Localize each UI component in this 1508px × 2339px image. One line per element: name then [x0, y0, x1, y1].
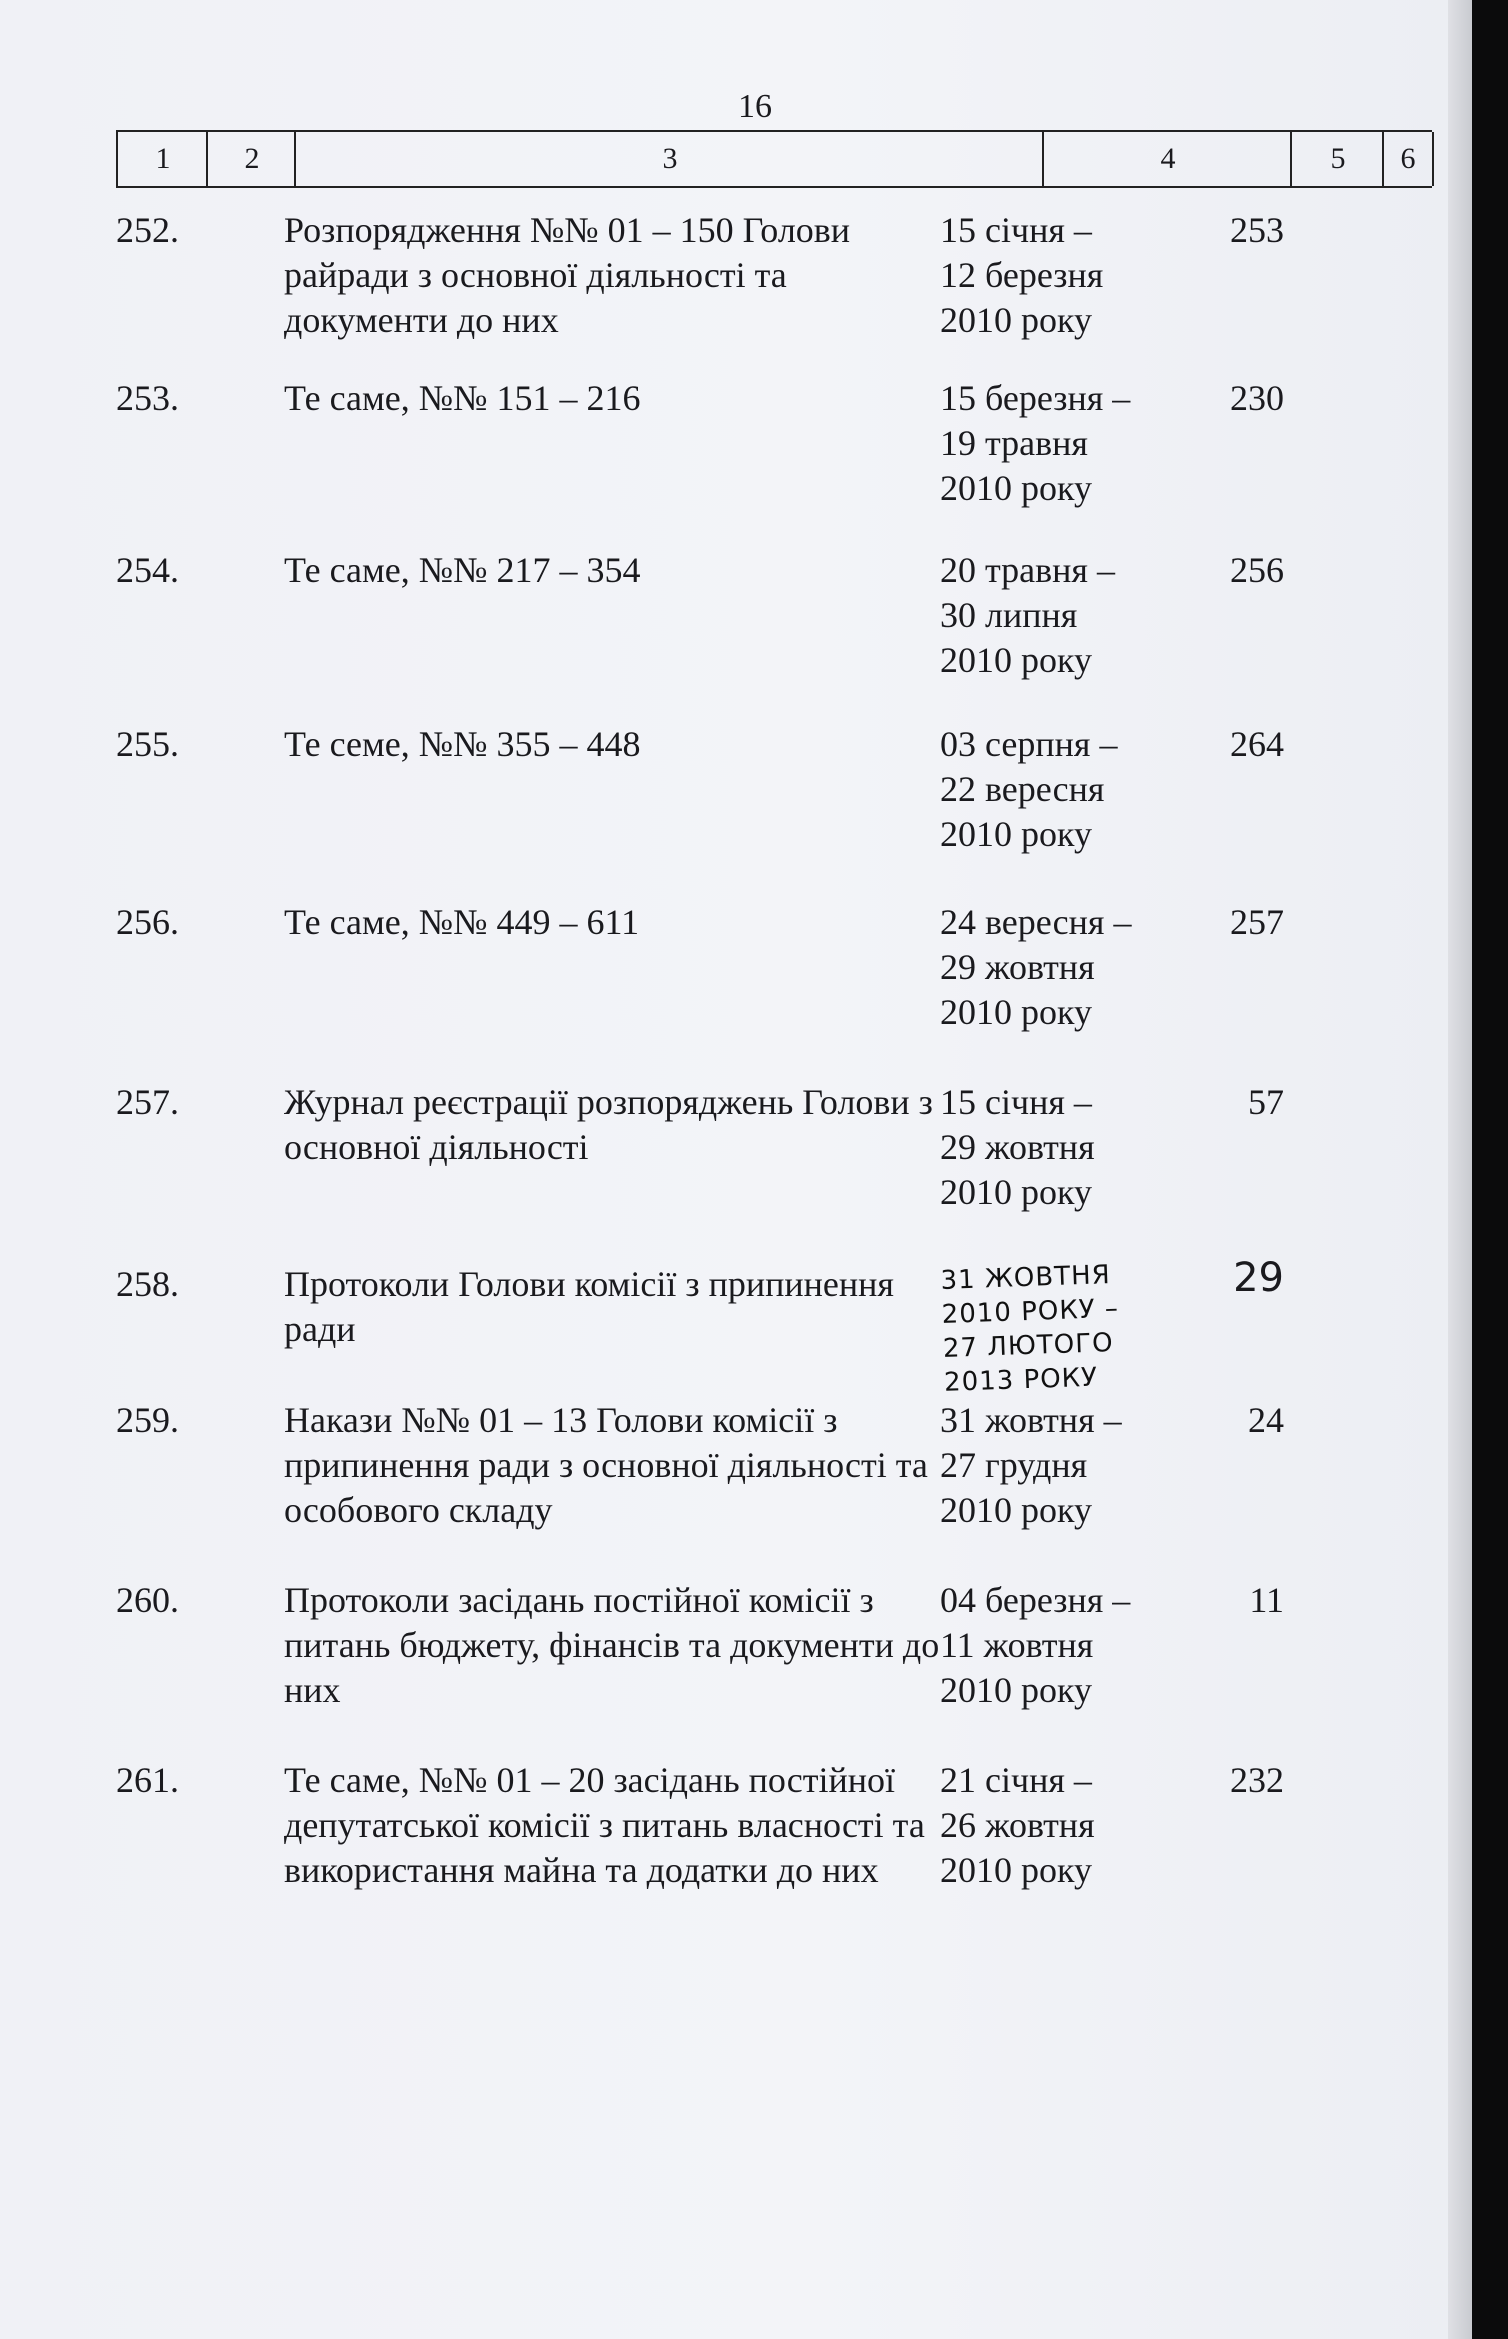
date-line: 29 жовтня	[940, 947, 1095, 987]
column-header-5: 5	[1290, 132, 1384, 186]
entry-title: Розпорядження №№ 01 – 150 Голови райради з основної діяльності та документи до них	[284, 210, 851, 340]
entry-dates	[940, 1578, 1180, 1713]
date-line: 12 березня	[940, 255, 1104, 295]
entry-sheet-count: 264	[1230, 724, 1284, 764]
entry-sheet-count: 57	[1248, 1082, 1284, 1122]
entry-title: Протоколи засідань постійної комісії з питань бюджету, фінансів та документи до них	[284, 1580, 940, 1710]
entry-dates-handwritten	[940, 1256, 1185, 1400]
date-line: 27 грудня	[940, 1445, 1088, 1485]
entry-number: 256.	[116, 902, 179, 942]
date-line: 22 вересня	[940, 769, 1105, 809]
entry-number: 254.	[116, 550, 179, 590]
date-line: 2010 року	[940, 468, 1092, 508]
entry-title: Те саме, №№ 151 – 216	[284, 378, 641, 418]
entry-number: 259.	[116, 1400, 179, 1440]
date-line: 31 жовтня –	[940, 1400, 1122, 1440]
date-line: 2010 РОКУ –	[941, 1293, 1120, 1330]
column-header-6: 6	[1382, 132, 1434, 186]
date-line: 2010 року	[940, 1172, 1092, 1212]
entry-sheet-count: 230	[1230, 378, 1284, 418]
date-line: 2010 року	[940, 1670, 1092, 1710]
entry-number: 253.	[116, 378, 179, 418]
entry-number: 261.	[116, 1760, 179, 1800]
date-line: 11 жовтня	[940, 1625, 1094, 1665]
date-line: 2010 року	[940, 814, 1092, 854]
entry-number: 255.	[116, 724, 179, 764]
entry-title: Протоколи Голови комісії з припинення ради	[284, 1264, 894, 1349]
page-edge	[1448, 0, 1472, 2339]
date-line: 15 січня –	[940, 1082, 1092, 1122]
date-line: 20 травня –	[940, 550, 1115, 590]
entry-title: Те саме, №№ 217 – 354	[284, 550, 641, 590]
date-line: 2010 року	[940, 1850, 1092, 1890]
entry-title: Те саме, №№ 449 – 611	[284, 902, 640, 942]
entry-dates	[940, 1398, 1180, 1533]
entry-sheet-count: 253	[1230, 210, 1284, 250]
date-line: 2010 року	[940, 1490, 1092, 1530]
entry-title: Журнал реєстрації розпоряджень Голови з основної діяльності	[284, 1082, 933, 1167]
date-line: 03 серпня –	[940, 724, 1118, 764]
date-line: 30 липня	[940, 595, 1078, 635]
date-line: 2013 РОКУ	[943, 1362, 1099, 1398]
entry-sheet-count: 24	[1248, 1400, 1284, 1440]
date-line: 2010 року	[940, 992, 1092, 1032]
date-line: 31 ЖОВТНЯ	[940, 1260, 1112, 1296]
date-line: 27 ЛЮТОГО	[942, 1328, 1115, 1364]
entry-dates	[940, 1758, 1180, 1893]
entry-title: Те семе, №№ 355 – 448	[284, 724, 641, 764]
entry-sheet-count: 256	[1230, 550, 1284, 590]
date-line: 15 січня –	[940, 210, 1092, 250]
column-header-2: 2	[206, 132, 296, 186]
entry-dates	[940, 208, 1180, 343]
date-line: 2010 року	[940, 300, 1092, 340]
date-line: 19 травня	[940, 423, 1088, 463]
entry-number: 260.	[116, 1580, 179, 1620]
entry-sheet-count: 257	[1230, 902, 1284, 942]
date-line: 29 жовтня	[940, 1127, 1095, 1167]
entry-number: 252.	[116, 210, 179, 250]
column-header-3: 3	[294, 132, 1044, 186]
entry-sheet-count-handwritten: 29	[1233, 1255, 1284, 1301]
column-header-table	[116, 130, 1432, 188]
date-line: 04 березня –	[940, 1580, 1131, 1620]
column-header-1: 1	[116, 132, 208, 186]
entry-title: Те саме, №№ 01 – 20 засідань постійної депутатської комісії з питань власності та використання майна та додатки до них	[284, 1760, 925, 1890]
entry-number: 257.	[116, 1082, 179, 1122]
entry-dates	[940, 900, 1180, 1035]
entry-sheet-count: 232	[1230, 1760, 1284, 1800]
entry-dates	[940, 722, 1180, 857]
entry-sheet-count: 11	[1249, 1580, 1284, 1620]
date-line: 2010 року	[940, 640, 1092, 680]
date-line: 24 вересня –	[940, 902, 1132, 942]
entry-number: 258.	[116, 1264, 179, 1304]
entry-dates	[940, 1080, 1180, 1215]
date-line: 26 жовтня	[940, 1805, 1095, 1845]
page-number: 16	[738, 88, 772, 125]
entry-dates	[940, 548, 1180, 683]
date-line: 21 січня –	[940, 1760, 1092, 1800]
entry-title: Накази №№ 01 – 13 Голови комісії з припинення ради з основної діяльності та особового складу	[284, 1400, 928, 1530]
entry-dates	[940, 376, 1180, 511]
date-line: 15 березня –	[940, 378, 1131, 418]
column-header-4: 4	[1042, 132, 1292, 186]
